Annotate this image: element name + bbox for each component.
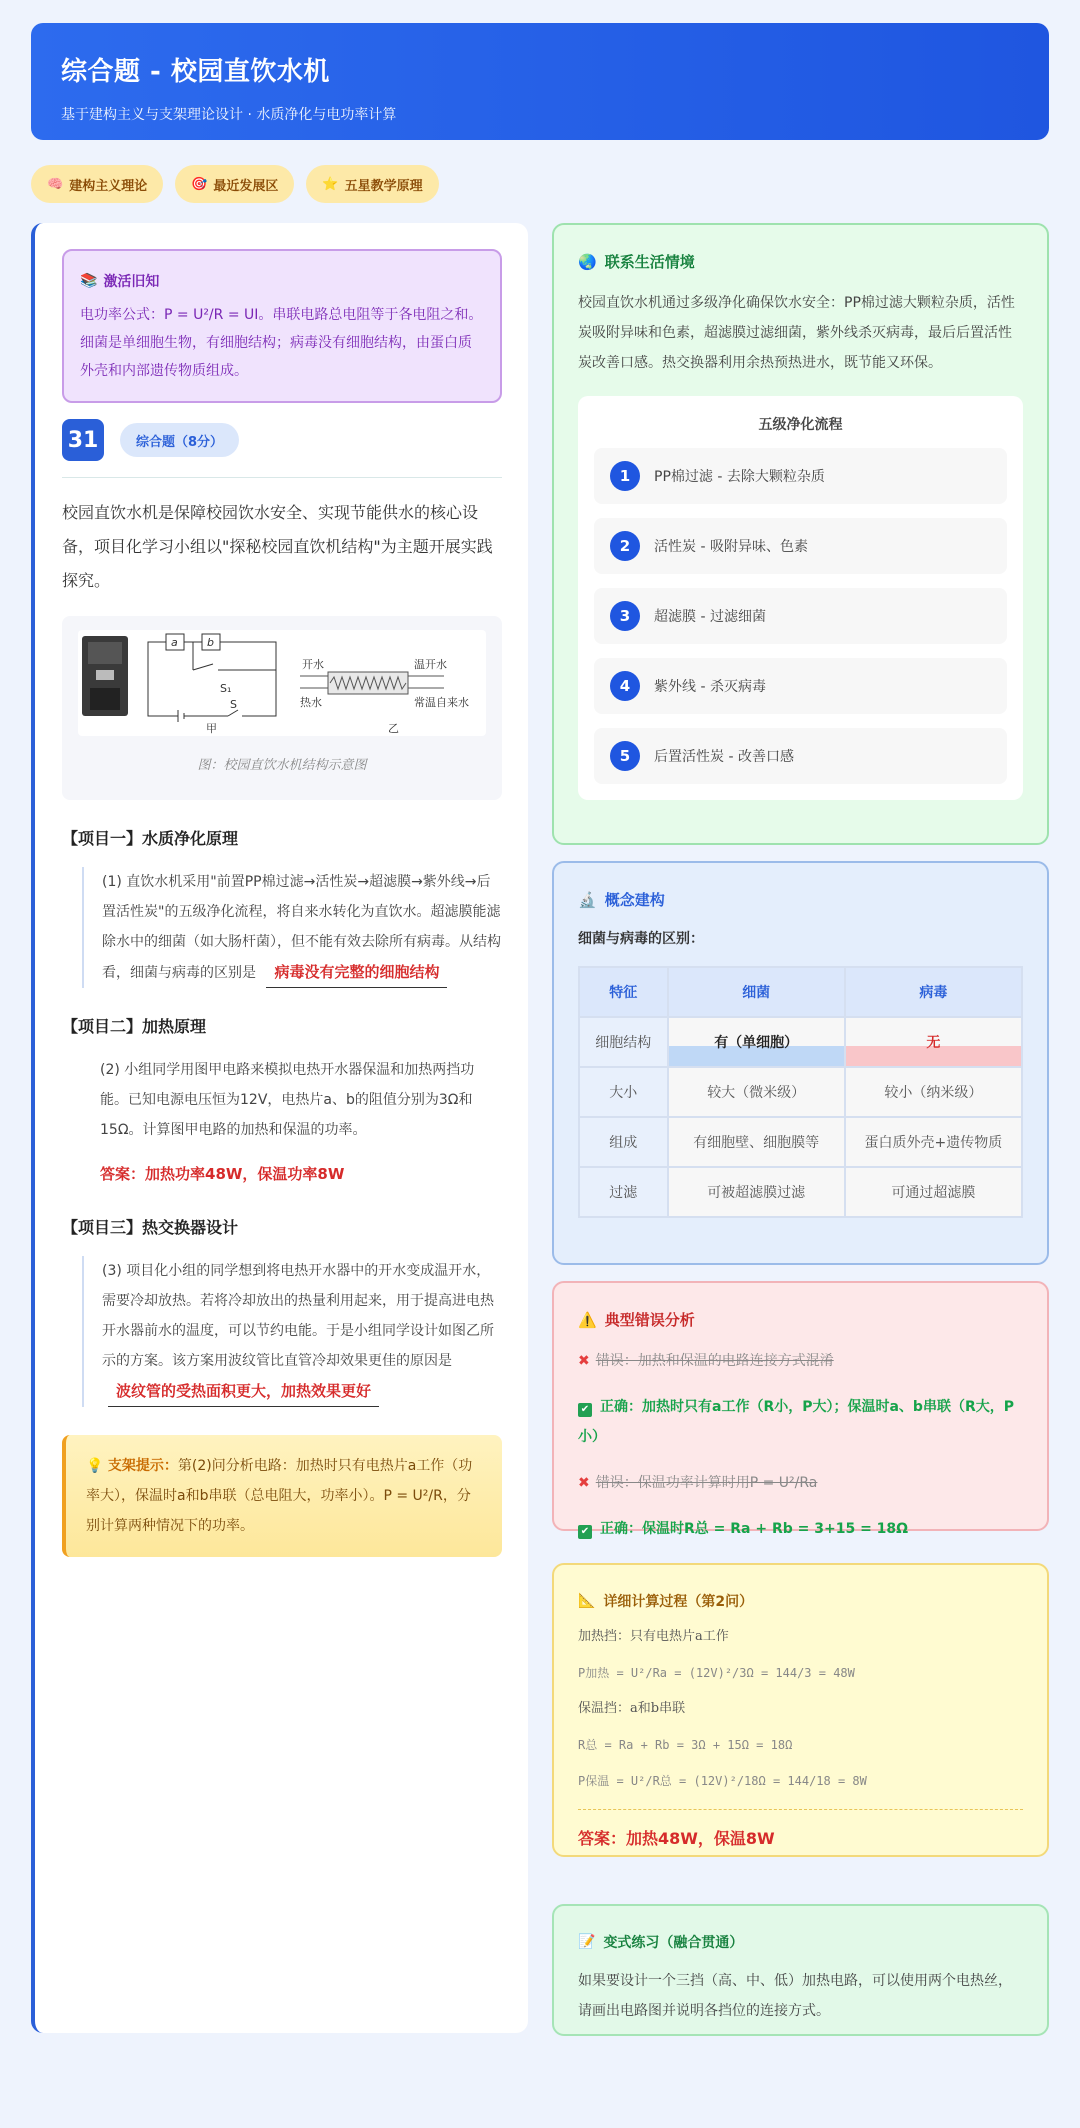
calc-line: R总 = Ra + Rb = 3Ω + 15Ω = 18Ω [578,1738,793,1752]
label-changwen: 常温自来水 [414,696,469,709]
question-type-badge: 综合题（8分） [120,423,239,457]
project-1-answer: 病毒没有完整的细胞结构 [266,957,447,988]
ruler-icon: 📐 [578,1593,596,1609]
table-header-row [579,967,1022,1017]
tag-zpd [175,165,294,203]
flow-step [594,448,1007,504]
label-s: S [230,698,237,711]
practice-text: 如果要设计一个三挡（高、中、低）加热电路，可以使用两个电热丝，请画出电路图并说明各挡位的连接方式。 [578,1973,1012,2019]
table-cell: 大小 [579,1067,668,1117]
check-icon: ✔ [578,1525,592,1539]
table-cell: 较小（纳米级） [845,1067,1022,1117]
concept-card [552,861,1049,1265]
table-row [579,1167,1022,1217]
tag-label: 五星教学原理 [344,178,423,194]
tag-constructivism [31,165,163,203]
step-number: 1 [610,461,640,491]
target-icon: 🎯 [191,176,208,192]
hint-text: 第(2)问分析电路：加热时只有电热片a工作（功率大），保温时a和b串联（总电阻大，功率小）。P = U²/R，分别计算两种情况下的功率。 [86,1458,473,1534]
flow-step [594,658,1007,714]
calculation-card [552,1563,1049,1857]
theory-tags [31,165,439,203]
life-context-card [552,223,1049,845]
globe-icon: 🌏 [578,252,597,271]
life-title: 联系生活情境 [604,253,695,271]
heat-exchanger-yi [300,672,444,694]
table-cell: 可通过超滤膜 [845,1167,1022,1217]
step-number: 3 [610,601,640,631]
error-item-correct: ✔ 正确：加热时只有a工作（R小，P大）；保温时a、b串联（R大，P小） [578,1399,1014,1445]
project-1-text: (1) 直饮水机采用"前置PP棉过滤→活性炭→超滤膜→紫外线→后置活性炭"的五级净化流程，将自来水转化为直饮水。超滤膜能滤除水中的细菌（如大肠杆菌），但不能有效去除所有病毒。从结构看，细菌与病毒的区别是 [102,874,501,981]
project-2-answer: 答案：加热功率48W，保温功率8W [100,1165,345,1183]
tag-label: 最近发展区 [213,178,279,194]
concept-title: 概念建构 [604,891,665,909]
flow-step [594,588,1007,644]
column-header: 特征 [579,967,668,1017]
calc-line: 保温挡：a和b串联 [578,1701,686,1716]
project-3-title: 【项目三】热交换器设计 [62,1218,239,1237]
step-number: 2 [610,531,640,561]
page-subtitle: 基于建构主义与支架理论设计 · 水质净化与电功率计算 [61,107,397,123]
figure [62,616,502,800]
step-label: 紫外线 - 杀灭病毒 [654,679,766,695]
project-3-answer: 波纹管的受热面积更大，加热效果更好 [108,1376,379,1407]
star-icon: ⭐ [322,176,339,192]
flow-title: 五级净化流程 [758,417,843,433]
table-row [579,1017,1022,1067]
project-2-text: (2) 小组同学用图甲电路来模拟电热开水器保温和加热两挡功能。已知电源电压恒为12V，电热片a、b的阻值分别为3Ω和15Ω。计算图甲电路的加热和保温的功率。 [100,1062,475,1138]
label-yi: 乙 [388,722,399,735]
purification-flow [578,396,1023,800]
label-wenkaishui: 温开水 [414,658,447,671]
error-analysis-card [552,1281,1049,1537]
project-1-body [82,867,502,988]
calc-title: 详细计算过程（第2问） [603,1594,754,1610]
calc-line: P加热 = U²/Ra = (12V)²/3Ω = 144/3 = 48W [578,1666,855,1680]
error-item-wrong: ✖ 错误：保温功率计算时用P = U²/Ra [578,1468,1023,1498]
scaffold-hint [62,1435,502,1557]
step-label: 活性炭 - 吸附异味、色素 [654,539,808,555]
cross-icon: ✖ [578,1475,590,1491]
step-number: 4 [610,671,640,701]
books-icon: 📚 [80,273,98,289]
practice-title: 变式练习（融合贯通） [603,1935,744,1951]
flow-step [594,728,1007,784]
concept-subtitle: 细菌与病毒的区别： [578,931,704,947]
question-header [62,419,502,461]
table-cell: 可被超滤膜过滤 [668,1167,845,1217]
label-jia: 甲 [206,722,217,735]
table-cell: 蛋白质外壳+遗传物质 [845,1117,1022,1167]
check-icon: ✔ [578,1403,592,1417]
table-row [579,1067,1022,1117]
tag-label: 建构主义理论 [69,178,148,194]
table-cell: 组成 [579,1117,668,1167]
warning-icon: ⚠️ [578,1310,597,1329]
recall-text: 电功率公式：P = U²/R = UI。串联电路总电阻等于各电阻之和。细菌是单细胞生物，有细胞结构；病毒没有细胞结构，由蛋白质外壳和内部遗传物质组成。 [80,307,483,379]
circuit-diagram-svg [78,630,488,736]
figure-caption: 图：校园直饮水机结构示意图 [197,758,367,773]
label-kaishui: 开水 [302,658,324,671]
page-header [31,23,1049,140]
step-label: 后置活性炭 - 改善口感 [654,749,794,765]
project-1-title: 【项目一】水质净化原理 [62,829,239,848]
memo-icon: 📝 [578,1934,596,1950]
life-text: 校园直饮水机通过多级净化确保饮水安全：PP棉过滤大颗粒杂质，活性炭吸附异味和色素，超滤膜过滤细菌，紫外线杀灭病毒，最后后置活性炭改善口感。热交换器利用余热预热进水，既节能又环保。 [578,295,1015,371]
page-title: 综合题 - 校园直饮水机 [61,57,330,87]
table-cell: 有（单细胞） [668,1017,845,1067]
project-2-title: 【项目二】加热原理 [62,1017,207,1036]
error-item-correct: ✔ 正确：保温时R总 = Ra + Rb = 3+15 = 18Ω [578,1514,1023,1544]
circuit-diagram [78,630,486,736]
table-cell: 细胞结构 [579,1017,668,1067]
project-3-text: (3) 项目化小组的同学想到将电热开水器中的开水变成温开水，需要冷却放热。若将冷却放出的热量利用起来，用于提高进电热开水器前水的温度，可以节约电能。于是小组同学设计如图乙所示的方案。该方案用波纹管比直管冷却效果更佳的原因是 [102,1263,494,1369]
flow-step [594,518,1007,574]
practice-card [552,1904,1049,2036]
question-panel [31,223,528,2033]
calc-answer: 答案：加热48W，保温8W [578,1829,775,1848]
recall-title: 激活旧知 [103,274,160,290]
microscope-icon: 🔬 [578,890,597,909]
divider [578,1809,1023,1810]
label-reshui: 热水 [300,696,322,709]
label-s1: S₁ [220,682,232,695]
tag-five-star [306,165,438,203]
errors-title: 典型错误分析 [604,1311,695,1329]
bulb-icon: 💡 [86,1458,104,1474]
table-cell: 过滤 [579,1167,668,1217]
step-label: 超滤膜 - 过滤细菌 [654,609,766,625]
project-2-body [82,1055,502,1189]
table-cell: 有细胞壁、细胞膜等 [668,1117,845,1167]
table-cell: 无 [845,1017,1022,1067]
project-3-body [82,1256,502,1407]
table-cell: 较大（微米级） [668,1067,845,1117]
calc-line: 加热挡：只有电热片a工作 [578,1629,729,1644]
calc-line: P保温 = U²/R总 = (12V)²/18Ω = 144/18 = 8W [578,1774,867,1788]
step-number: 5 [610,741,640,771]
column-header: 病毒 [845,967,1022,1017]
table-row [579,1117,1022,1167]
recall-box [62,249,502,403]
question-number: 31 [62,419,104,461]
comparison-table [578,966,1023,1218]
label-b: b [207,636,214,649]
error-item-wrong: ✖ 错误：加热和保温的电路连接方式混淆 [578,1346,1023,1376]
label-a: a [171,636,178,649]
column-header: 细菌 [668,967,845,1017]
brain-icon: 🧠 [47,176,64,192]
cross-icon: ✖ [578,1353,590,1369]
hint-label: 支架提示： [107,1458,178,1474]
divider [62,477,502,478]
question-intro: 校园直饮水机是保障校园饮水安全、实现节能供水的核心设备，项目化学习小组以"探秘校园直饮机结构"为主题开展实践探究。 [62,503,493,590]
step-label: PP棉过滤 - 去除大颗粒杂质 [654,469,825,485]
